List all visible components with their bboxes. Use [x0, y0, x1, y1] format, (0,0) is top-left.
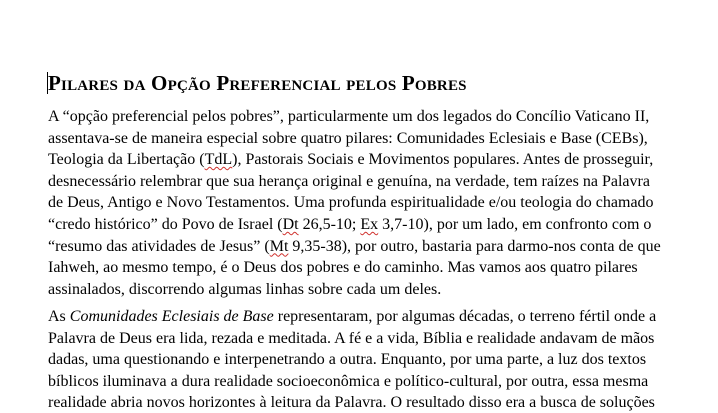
- spellcheck-flagged-word: TdL: [204, 151, 233, 169]
- text-line: [48, 371, 656, 393]
- text-run: assentava-se de maneira especial sobre quatro pilares: Comunidades Eclesiais e Base (CEBs),: [48, 129, 648, 147]
- text-line: [48, 306, 656, 328]
- text-run: realidade abria novos horizontes à leitura da Palavra. O resultado disso era a busca de soluções: [48, 394, 655, 412]
- text-line: [48, 149, 661, 171]
- text-line: [48, 349, 656, 371]
- text-run: “resumo das atividades de Jesus” (: [48, 237, 270, 255]
- paragraph-1[interactable]: [48, 106, 661, 300]
- italic-text: Comunidades Eclesiais de Base: [69, 308, 274, 325]
- text-run: Palavra de Deus era lida, rezada e meditada. A fé e a vida, Bíblia e realidade andavam de mãos: [48, 329, 655, 347]
- section-heading[interactable]: Pilares da Opção Preferencial pelos Pobres: [48, 71, 467, 95]
- text-run: de Deus, Antigo e Novo Testamentos. Uma profunda espiritualidade e/ou teologia do chamado: [48, 194, 654, 212]
- spellcheck-flagged-word: Mt: [269, 237, 289, 255]
- text-run: “credo histórico” do Povo de Israel (: [48, 215, 283, 233]
- text-line: [48, 106, 661, 128]
- text-run: bíblicos iluminava a dura realidade socioeconômica e político-cultural, por outra, essa mesma: [48, 372, 649, 390]
- spellcheck-flagged-word: Dt: [282, 215, 299, 233]
- text-run: 3,7-10), por um lado, em confronto com o: [378, 215, 652, 233]
- text-line: [48, 192, 661, 214]
- text-run: dadas, uma questionando e interpenetrando a outra. Enquanto, por uma parte, a luz dos textos: [48, 351, 647, 369]
- text-line: [48, 214, 661, 236]
- text-line: [48, 171, 661, 193]
- paragraph-2[interactable]: [48, 306, 656, 413]
- text-run: Teologia da Libertação (: [48, 151, 205, 169]
- text-run: 26,5-10;: [298, 215, 361, 233]
- text-run: A “opção preferencial pelos pobres”, particularmente um dos legados do Concílio Vaticano II,: [48, 108, 650, 125]
- text-line: [48, 257, 661, 279]
- text-line: [48, 128, 661, 150]
- text-line: [48, 279, 661, 301]
- spellcheck-flagged-word: Ex: [360, 215, 379, 233]
- text-run: Iahweh, ao mesmo tempo, é o Deus dos pobres e do caminho. Mas vamos aos quatro pilares: [48, 259, 638, 277]
- text-run: 9,35-38), por outro, bastaria para darmo-nos conta de que: [288, 237, 661, 255]
- text-line: [48, 236, 661, 258]
- text-run: As: [48, 308, 70, 325]
- text-run: representaram, por algumas décadas, o terreno fértil onde a: [273, 308, 657, 325]
- text-line: [48, 328, 656, 350]
- text-run: desnecessário relembrar que sua herança original e genuína, na verdade, tem raízes na Palavra: [48, 172, 650, 190]
- text-run: ), Pastorais Sociais e Movimentos populares. Antes de prosseguir,: [232, 151, 654, 169]
- text-run: assinalados, discorrendo algumas linhas sobre cada um deles.: [48, 280, 442, 298]
- text-line: [48, 392, 656, 413]
